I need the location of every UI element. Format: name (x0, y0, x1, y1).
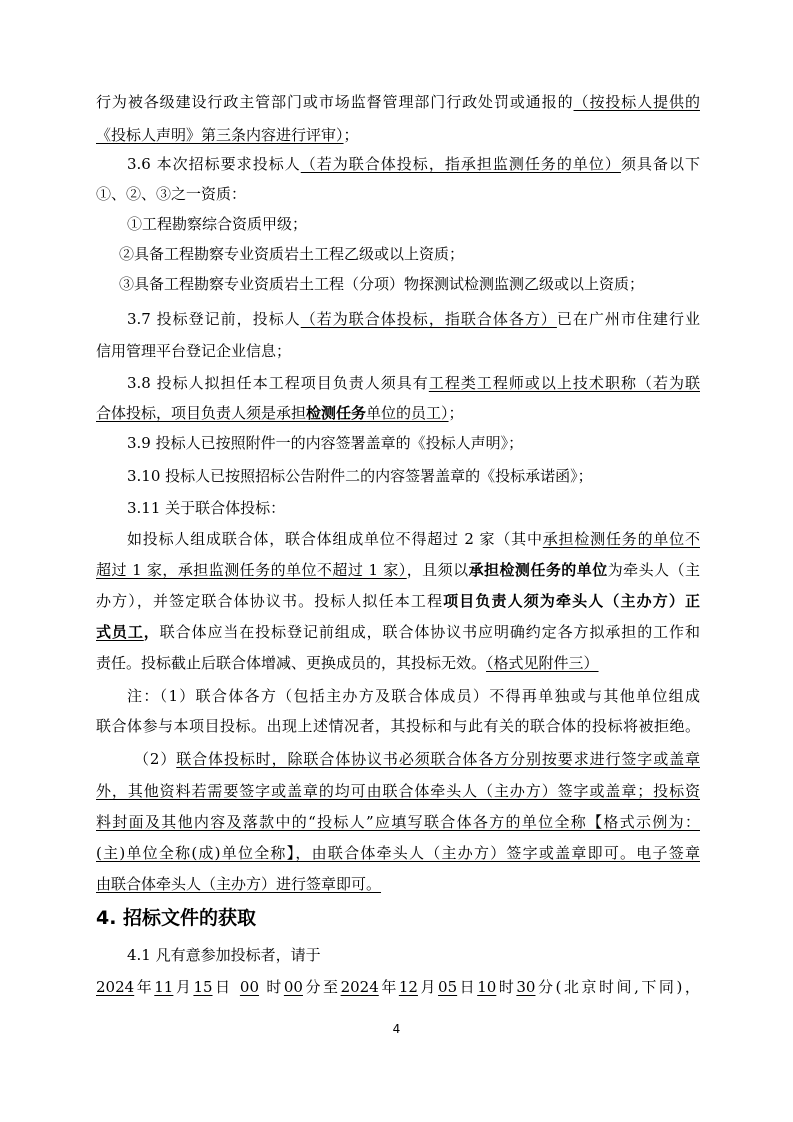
text-line: 办方），并签定联合体协议书。投标人拟任本工程项目负责人须为牵头人（主办方）正 (96, 592, 700, 610)
clause-3-7: 3.7 投标登记前，投标人（若为联合体投标，指联合体各方）已在广州市住建行业 (127, 310, 700, 328)
text-line: 式员工，联合体应当在投标登记前组成，联合体协议书应明确约定各方拟承担的工作和 (96, 623, 700, 641)
text-line: 料封面及其他内容及落款中的“投标人”应填写联合体各方的单位全称【格式示例为： (96, 813, 700, 831)
text-line: 行为被各级建设行政主管部门或市场监督管理部门行政处罚或通报的（按投标人提供的 (96, 93, 700, 111)
clause-3-11: 3.11 关于联合体投标： (127, 499, 286, 517)
text-line: 由联合体牵头人（主办方）进行签章即可。 (96, 875, 382, 893)
clause-3-8: 3.8 投标人拟担任本工程项目负责人须具有工程类工程师或以上技术职称（若为联 (127, 374, 700, 392)
clause-3-9: 3.9 投标人已按照附件一的内容签署盖章的《投标人声明》； (127, 434, 524, 452)
clause-3-6: 3.6 本次招标要求投标人（若为联合体投标，指承担监测任务的单位）须具备以下 (127, 155, 700, 173)
text-line: 超过 1 家，承担监测任务的单位不超过 1 家），且须以承担检测任务的单位为牵头人（主 (96, 561, 700, 579)
section-heading: 4. 招标文件的获取 (96, 907, 257, 929)
note-1: 注：（1）联合体各方（包括主办方及联合体成员）不得再单独或与其他单位组成 (127, 687, 700, 705)
note-2: （2）联合体投标时，除联合体协议书必须联合体各方分别按要求进行签字或盖章 (134, 750, 700, 768)
text-line: 联合体参与本项目投标。出现上述情况者，其投标和与此有关的联合体的投标将被拒绝。 (96, 717, 700, 735)
qualification-1: ①工程勘察综合资质甲级； (127, 215, 308, 233)
text-line: 信用管理平台登记企业信息； (96, 342, 292, 360)
text-line: (主)单位全称(成)单位全称】，由联合体牵头人（主办方）签字或盖章即可。电子签章 (96, 844, 700, 862)
text-line: 《投标人声明》第三条内容进行评审）； (96, 126, 359, 144)
text-line: 责任。投标截止后联合体增减、更换成员的，其投标无效。（格式见附件三） (96, 654, 599, 672)
date-range-line: 2024年11月15日 00 时00分至2024年12月05日10时30分(北京时间,下同)， (96, 978, 700, 996)
clause-3-10: 3.10 投标人已按照招标公告附件二的内容签署盖章的《投标承诺函》； (127, 467, 593, 485)
qualification-2: ②具备工程勘察专业资质岩土工程乙级或以上资质； (119, 245, 465, 263)
text-line: 合体投标，项目负责人须是承担检测任务单位的员工）； (96, 404, 464, 422)
text-line: 如投标人组成联合体，联合体组成单位不得超过 2 家（其中承担检测任务的单位不 (127, 530, 700, 548)
page-number: 4 (392, 1022, 401, 1036)
text-line: 外，其他资料若需要签字或盖章的均可由联合体牵头人（主办方）签字或盖章；投标资 (96, 782, 700, 800)
qualification-3: ③具备工程勘察专业资质岩土工程（分项）物探测试检测监测乙级或以上资质； (119, 275, 645, 293)
text-line: ①、②、③之一资质： (96, 185, 247, 203)
clause-4-1: 4.1 凡有意参加投标者，请于 (127, 946, 321, 964)
